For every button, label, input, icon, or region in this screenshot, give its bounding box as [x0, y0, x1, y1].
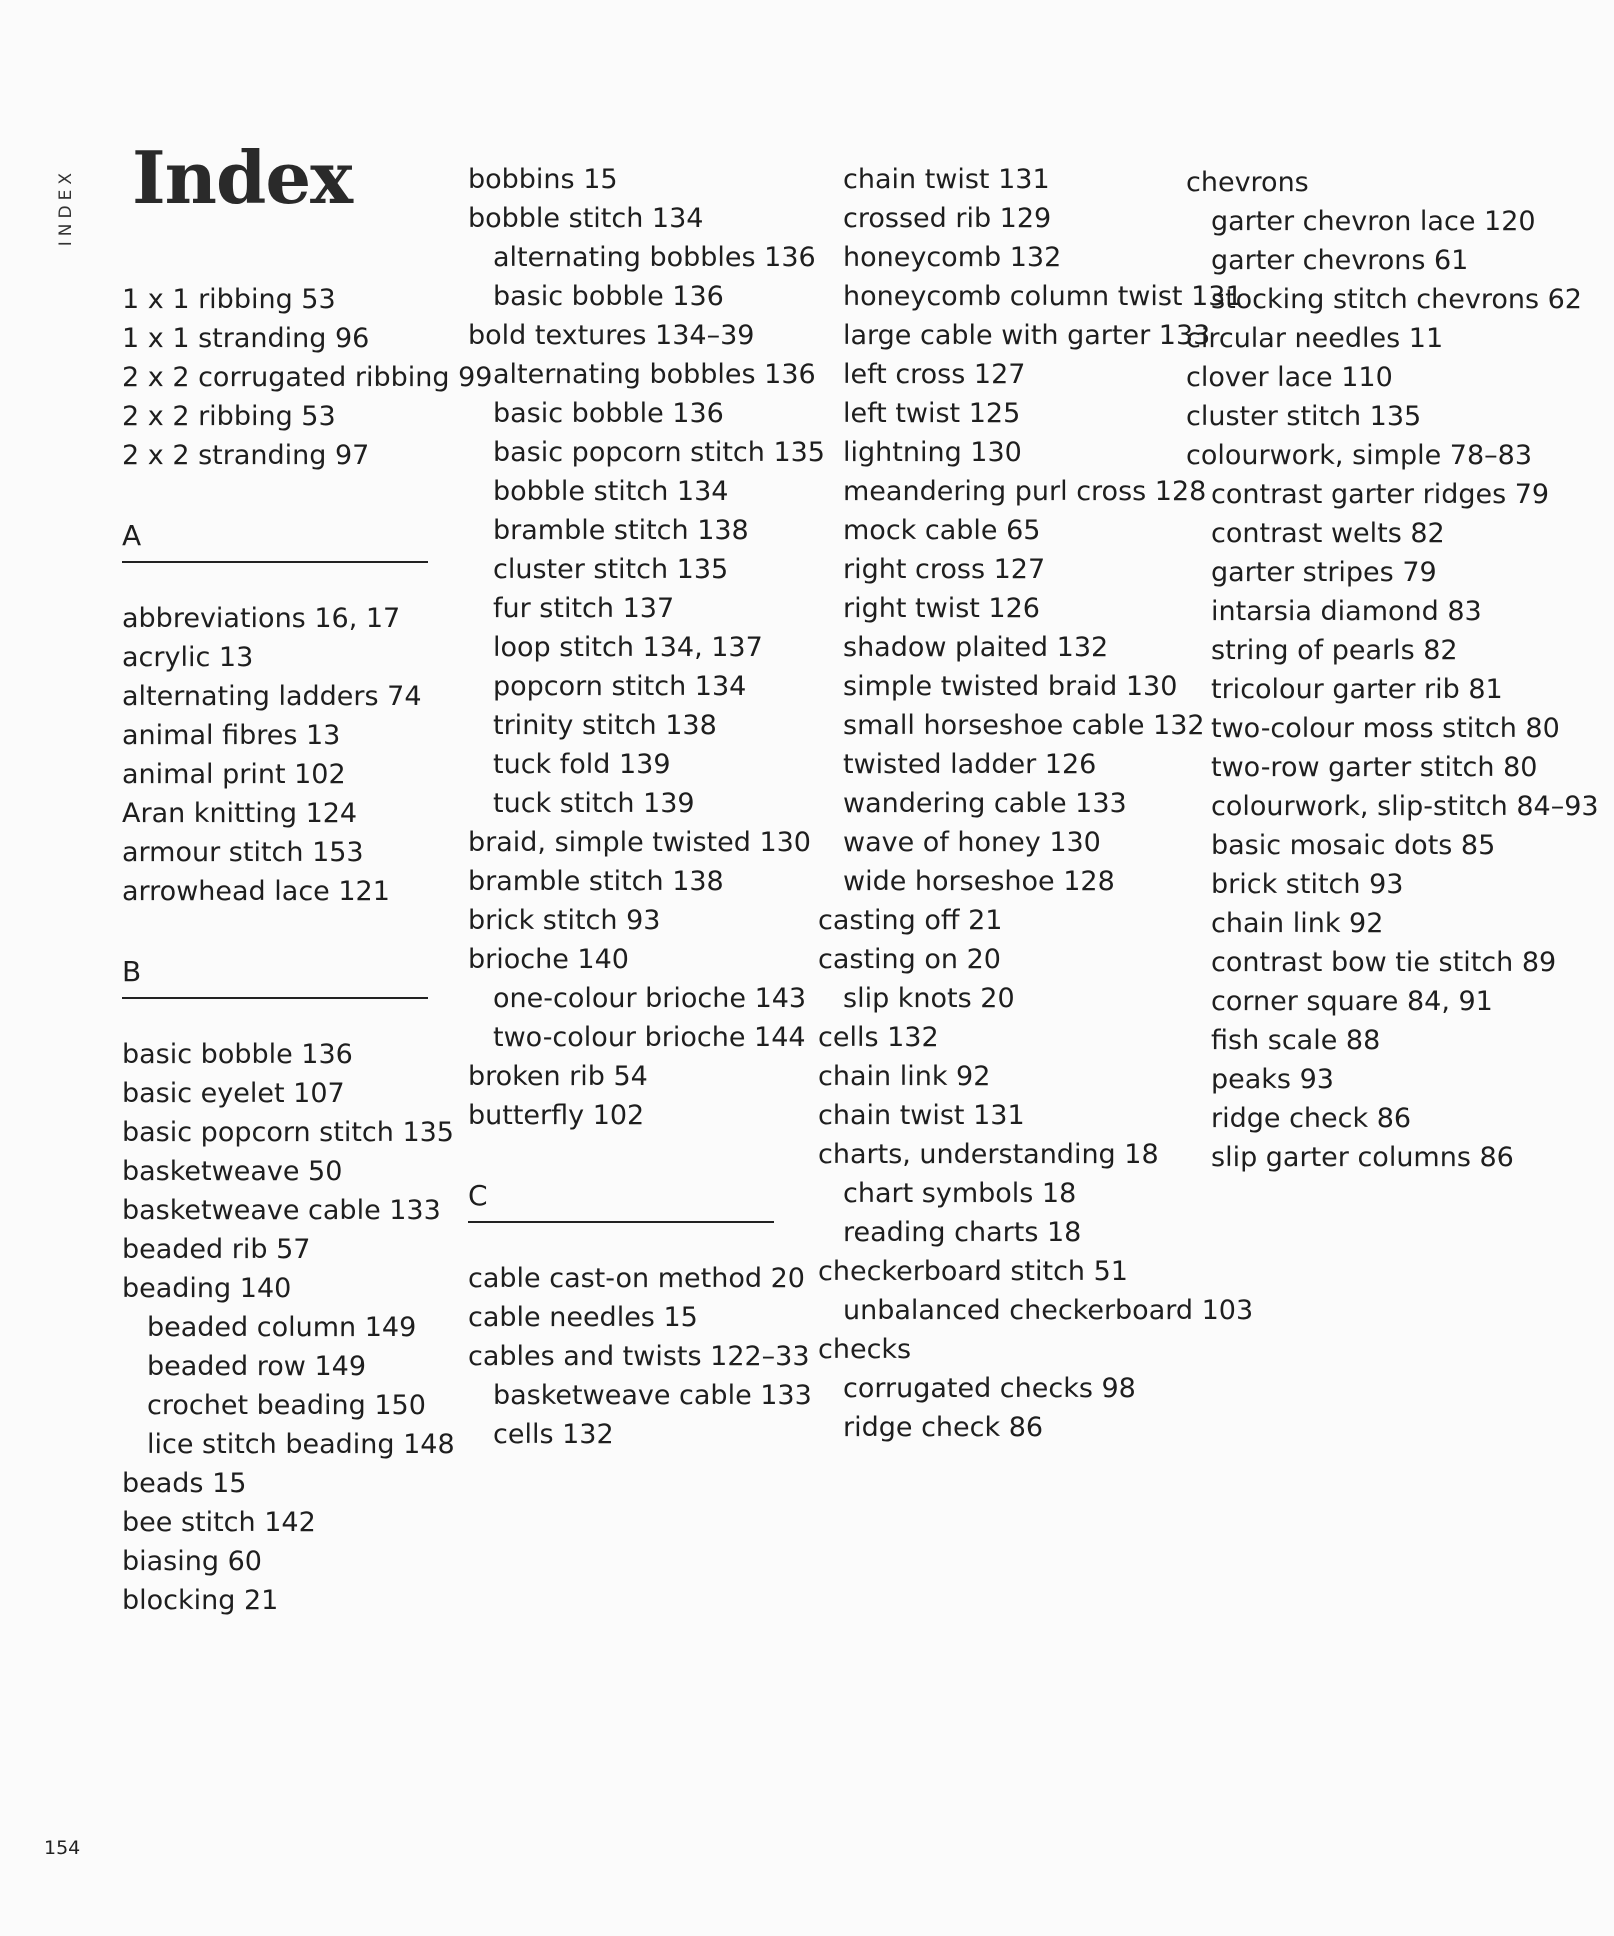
index-subentry: basic bobble 136: [493, 281, 724, 312]
index-entry: circular needles 11: [1186, 323, 1444, 354]
index-subentry: right cross 127: [843, 554, 1046, 585]
index-subentry: bobble stitch 134: [493, 476, 729, 507]
index-entry: animal fibres 13: [122, 720, 341, 751]
index-entry: acrylic 13: [122, 642, 254, 673]
index-entry: bobbins 15: [468, 164, 618, 195]
index-column-4: [1186, 163, 1599, 1177]
index-subentry: fish scale 88: [1211, 1025, 1381, 1056]
index-subentry: honeycomb column twist 131: [843, 281, 1243, 312]
index-entry: charts, understanding 18: [818, 1139, 1159, 1170]
index-subentry: honeycomb 132: [843, 242, 1062, 273]
index-subentry: alternating bobbles 136: [493, 242, 816, 273]
index-subentry: contrast garter ridges 79: [1211, 479, 1550, 510]
index-subentry: corner square 84, 91: [1211, 986, 1493, 1017]
index-entry: chevrons: [1186, 167, 1309, 198]
index-subentry: tuck fold 139: [493, 749, 671, 780]
index-subentry: garter chevron lace 120: [1211, 206, 1536, 237]
index-entry: cells 132: [818, 1022, 939, 1053]
index-subentry: beaded row 149: [147, 1351, 366, 1382]
index-entry: basic eyelet 107: [122, 1078, 345, 1109]
index-subentry: tuck stitch 139: [493, 788, 695, 819]
index-subentry: crossed rib 129: [843, 203, 1052, 234]
index-subentry: cluster stitch 135: [493, 554, 729, 585]
index-subentry: chain link 92: [1211, 908, 1384, 939]
index-subentry: contrast welts 82: [1211, 518, 1445, 549]
index-entry: beads 15: [122, 1468, 247, 1499]
index-subentry: chart symbols 18: [843, 1178, 1077, 1209]
index-subentry: one-colour brioche 143: [493, 983, 807, 1014]
index-subentry: garter chevrons 61: [1211, 245, 1469, 276]
index-subentry: alternating bobbles 136: [493, 359, 816, 390]
index-entry: 2 x 2 ribbing 53: [122, 401, 336, 432]
index-subentry: beaded column 149: [147, 1312, 417, 1343]
index-subentry: large cable with garter 133: [843, 320, 1211, 351]
index-entry: 2 x 2 corrugated ribbing 99: [122, 362, 493, 393]
index-subentry: crochet beading 150: [147, 1390, 426, 1421]
index-subentry: small horseshoe cable 132: [843, 710, 1205, 741]
index-subentry: stocking stitch chevrons 62: [1211, 284, 1582, 315]
index-subentry: basic popcorn stitch 135: [493, 437, 825, 468]
index-entry: arrowhead lace 121: [122, 876, 390, 907]
index-subentry: two-row garter stitch 80: [1211, 752, 1538, 783]
index-subentry: brick stitch 93: [1211, 869, 1404, 900]
index-subentry: loop stitch 134, 137: [493, 632, 763, 663]
index-subentry: basic mosaic dots 85: [1211, 830, 1496, 861]
index-subentry: lice stitch beading 148: [147, 1429, 455, 1460]
index-subentry: trinity stitch 138: [493, 710, 717, 741]
index-entry: chain twist 131: [818, 1100, 1025, 1131]
index-entry: checkerboard stitch 51: [818, 1256, 1128, 1287]
index-subentry: popcorn stitch 134: [493, 671, 747, 702]
index-column-2: [468, 160, 825, 1454]
index-subentry: mock cable 65: [843, 515, 1041, 546]
index-subentry: simple twisted braid 130: [843, 671, 1178, 702]
index-entry: cluster stitch 135: [1186, 401, 1422, 432]
index-entry: armour stitch 153: [122, 837, 364, 868]
index-subentry: fur stitch 137: [493, 593, 675, 624]
index-entry: chain link 92: [818, 1061, 991, 1092]
index-letter-heading: B: [122, 955, 428, 999]
index-entry: abbreviations 16, 17: [122, 603, 401, 634]
index-entry: bold textures 134–39: [468, 320, 755, 351]
index-subentry: right twist 126: [843, 593, 1040, 624]
index-entry: 2 x 2 stranding 97: [122, 440, 370, 471]
index-subentry: wave of honey 130: [843, 827, 1101, 858]
index-entry: blocking 21: [122, 1585, 279, 1616]
index-entry: Aran knitting 124: [122, 798, 358, 829]
index-subentry: reading charts 18: [843, 1217, 1082, 1248]
index-entry: colourwork, simple 78–83: [1186, 440, 1533, 471]
index-entry: cable needles 15: [468, 1302, 698, 1333]
index-subentry: wide horseshoe 128: [843, 866, 1115, 897]
index-subentry: string of pearls 82: [1211, 635, 1458, 666]
index-subentry: left twist 125: [843, 398, 1021, 429]
index-subentry: colourwork, slip-stitch 84–93: [1211, 791, 1599, 822]
index-entry: butterfly 102: [468, 1100, 645, 1131]
index-entry: biasing 60: [122, 1546, 262, 1577]
index-subentry: two-colour moss stitch 80: [1211, 713, 1560, 744]
index-entry: 1 x 1 stranding 96: [122, 323, 370, 354]
index-entry: cables and twists 122–33: [468, 1341, 810, 1372]
index-entry: basic popcorn stitch 135: [122, 1117, 454, 1148]
index-entry: bramble stitch 138: [468, 866, 724, 897]
index-entry: bee stitch 142: [122, 1507, 316, 1538]
index-subentry: contrast bow tie stitch 89: [1211, 947, 1557, 978]
index-subentry: tricolour garter rib 81: [1211, 674, 1503, 705]
index-subentry: bramble stitch 138: [493, 515, 749, 546]
index-letter-heading: A: [122, 519, 428, 563]
index-column-1: [122, 280, 493, 1620]
index-entry: cable cast-on method 20: [468, 1263, 805, 1294]
index-subentry: lightning 130: [843, 437, 1022, 468]
index-entry: clover lace 110: [1186, 362, 1393, 393]
index-entry: broken rib 54: [468, 1061, 648, 1092]
index-subentry: slip garter columns 86: [1211, 1142, 1514, 1173]
index-subentry: cells 132: [493, 1419, 614, 1450]
index-entry: braid, simple twisted 130: [468, 827, 811, 858]
index-subentry: slip knots 20: [843, 983, 1015, 1014]
index-subentry: basic bobble 136: [493, 398, 724, 429]
page-number: 154: [44, 1837, 81, 1859]
index-subentry: ridge check 86: [843, 1412, 1044, 1443]
index-subentry: chain twist 131: [843, 164, 1050, 195]
index-entry: alternating ladders 74: [122, 681, 422, 712]
index-subentry: shadow plaited 132: [843, 632, 1109, 663]
index-subentry: intarsia diamond 83: [1211, 596, 1482, 627]
section-tab-label: INDEX: [56, 168, 76, 247]
index-entry: brioche 140: [468, 944, 629, 975]
index-entry: 1 x 1 ribbing 53: [122, 284, 336, 315]
index-entry: casting off 21: [818, 905, 1003, 936]
index-entry: beaded rib 57: [122, 1234, 311, 1265]
index-entry: brick stitch 93: [468, 905, 661, 936]
index-entry: casting on 20: [818, 944, 1001, 975]
index-subentry: corrugated checks 98: [843, 1373, 1136, 1404]
index-subentry: left cross 127: [843, 359, 1026, 390]
index-subentry: basketweave cable 133: [493, 1380, 812, 1411]
index-subentry: wandering cable 133: [843, 788, 1127, 819]
index-entry: bobble stitch 134: [468, 203, 704, 234]
index-entry: basic bobble 136: [122, 1039, 353, 1070]
index-letter-heading: C: [468, 1179, 774, 1223]
index-subentry: meandering purl cross 128: [843, 476, 1207, 507]
index-subentry: unbalanced checkerboard 103: [843, 1295, 1254, 1326]
index-subentry: twisted ladder 126: [843, 749, 1097, 780]
index-subentry: two-colour brioche 144: [493, 1022, 806, 1053]
index-entry: animal print 102: [122, 759, 346, 790]
page-title: Index: [132, 135, 353, 220]
index-entry: basketweave 50: [122, 1156, 343, 1187]
index-entry: beading 140: [122, 1273, 292, 1304]
index-entry: checks: [818, 1334, 912, 1365]
index-subentry: ridge check 86: [1211, 1103, 1412, 1134]
index-entry: basketweave cable 133: [122, 1195, 441, 1226]
index-subentry: peaks 93: [1211, 1064, 1334, 1095]
index-subentry: garter stripes 79: [1211, 557, 1437, 588]
